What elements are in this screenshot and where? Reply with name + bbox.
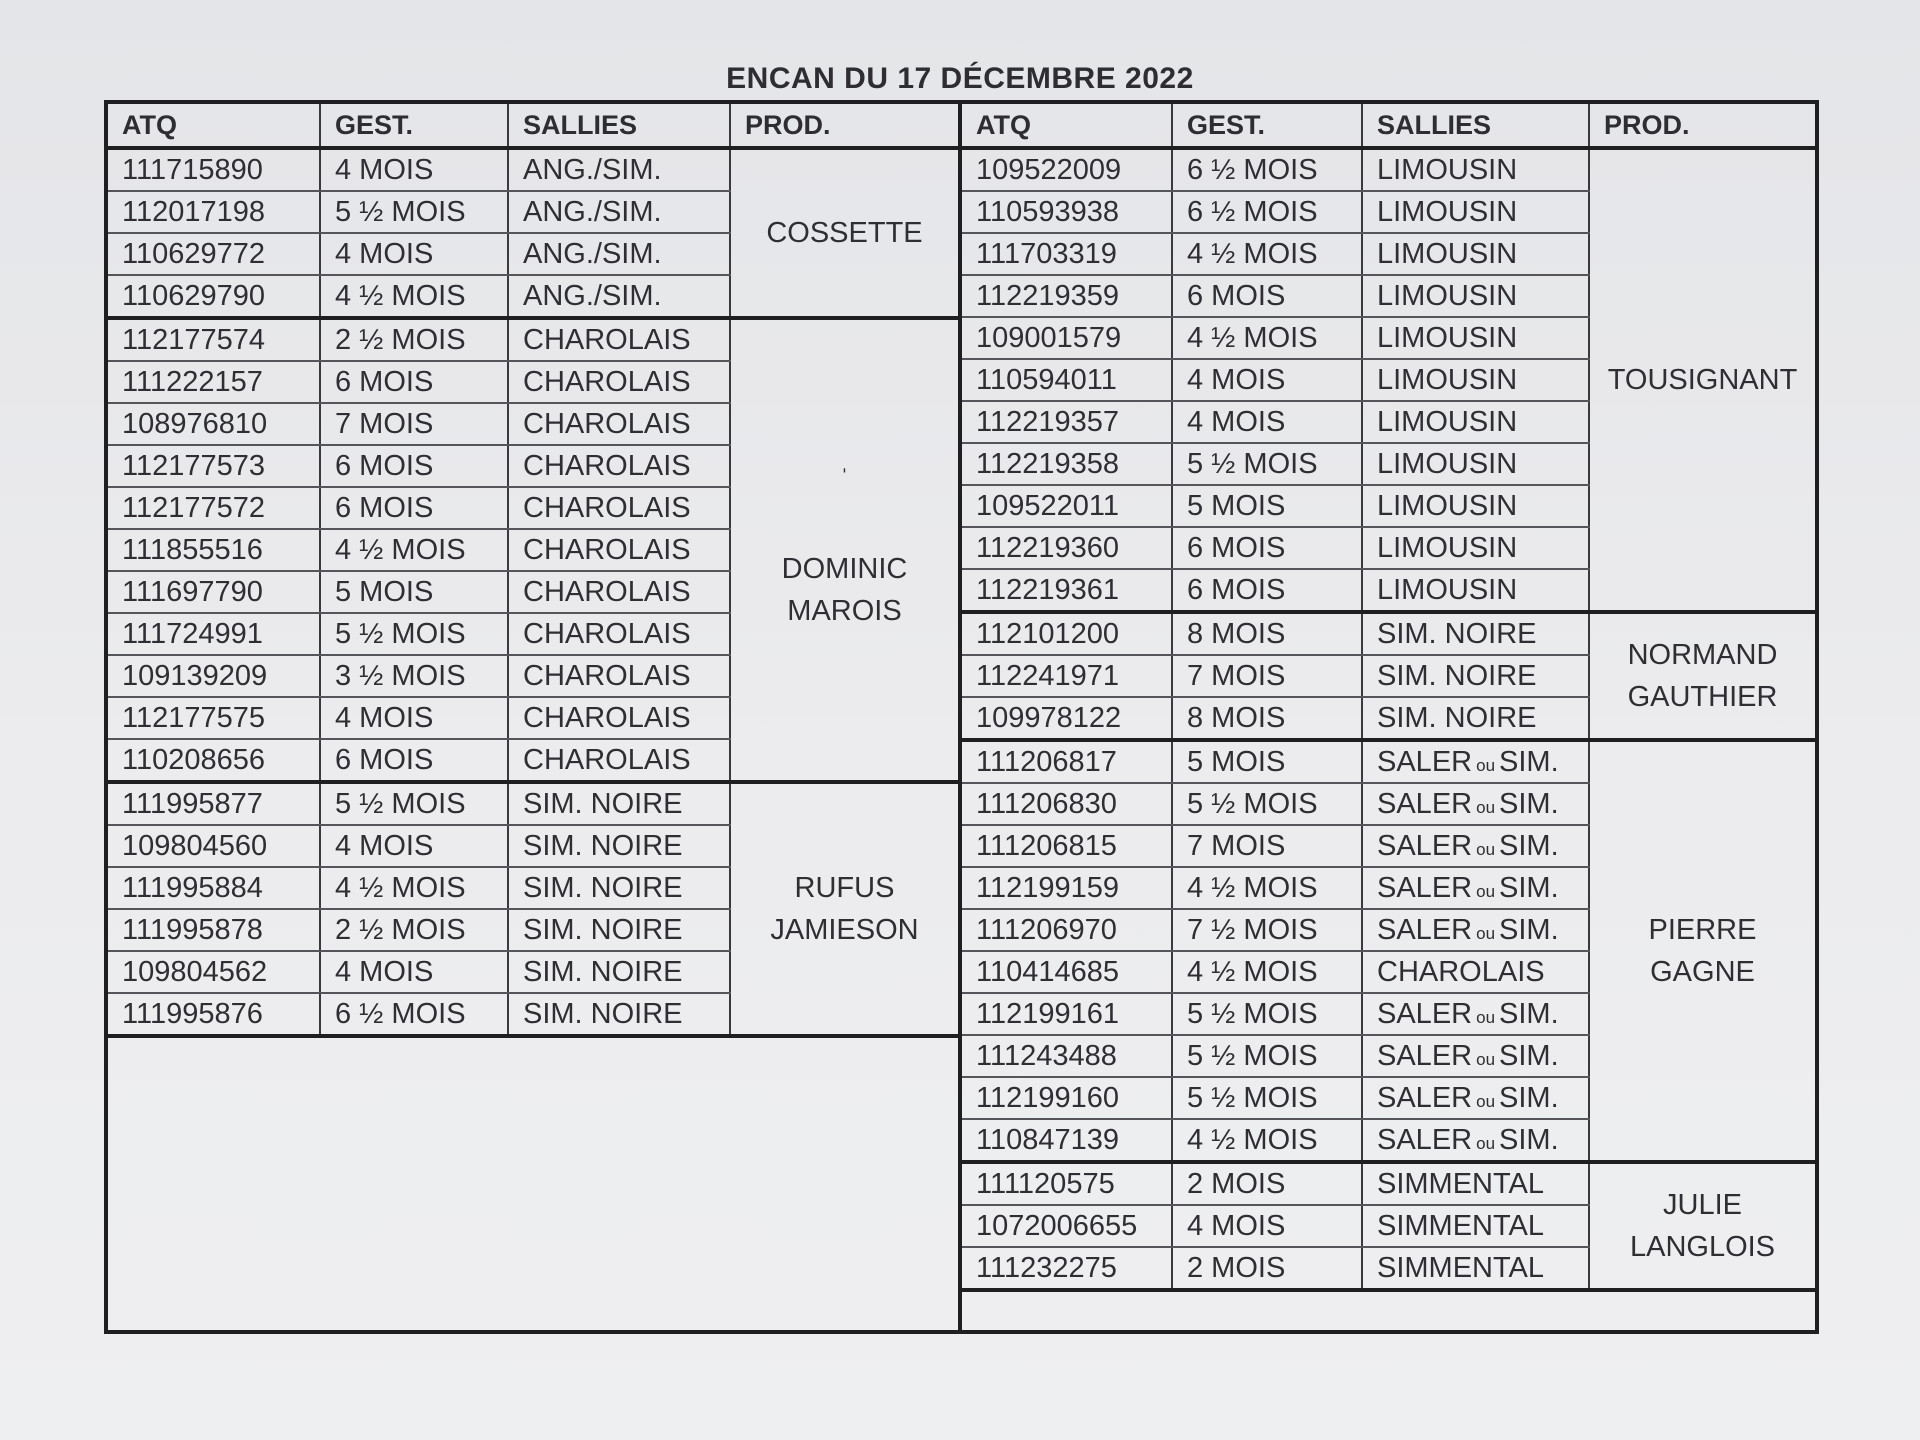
sallies-cell: LIMOUSIN	[1362, 527, 1589, 569]
atq-cell: 110414685	[962, 951, 1172, 993]
atq-cell: 112177574	[108, 318, 320, 361]
gestation-cell: 4 MOIS	[320, 233, 508, 275]
producer-name-line: NORMAND	[1627, 639, 1778, 671]
gestation-cell: 2 MOIS	[1172, 1162, 1362, 1205]
producer-cell	[1589, 740, 1815, 1162]
atq-cell: 111206970	[962, 909, 1172, 951]
sallies-cell: ANG./SIM.	[508, 148, 730, 191]
atq-cell: 110208656	[108, 739, 320, 782]
sallies-cell: CHAROLAIS	[508, 739, 730, 782]
atq-cell: 108976810	[108, 403, 320, 445]
sallies-cell: SALER ou SIM.	[1362, 825, 1589, 867]
sallies-cell: SIMMENTAL	[1362, 1205, 1589, 1247]
gestation-cell: 5 ½ MOIS	[1172, 783, 1362, 825]
atq-cell: 111232275	[962, 1247, 1172, 1290]
gestation-cell: 5 MOIS	[1172, 485, 1362, 527]
gestation-cell: 4 MOIS	[1172, 359, 1362, 401]
atq-cell: 111206830	[962, 783, 1172, 825]
atq-cell: 109522011	[962, 485, 1172, 527]
atq-cell: 111995876	[108, 993, 320, 1036]
gestation-cell: 4 ½ MOIS	[320, 867, 508, 909]
gestation-cell: 6 MOIS	[320, 739, 508, 782]
atq-cell: 109804562	[108, 951, 320, 993]
header-prod: PROD.	[730, 104, 958, 148]
atq-cell: 111715890	[108, 148, 320, 191]
sallies-cell: CHAROLAIS	[508, 403, 730, 445]
gestation-cell: 2 MOIS	[1172, 1247, 1362, 1290]
sallies-cell: LIMOUSIN	[1362, 569, 1589, 612]
gestation-cell: 6 MOIS	[1172, 275, 1362, 317]
atq-cell: 109978122	[962, 697, 1172, 740]
gestation-cell: 7 MOIS	[320, 403, 508, 445]
gestation-cell: 7 MOIS	[1172, 825, 1362, 867]
sallies-cell: SIM. NOIRE	[1362, 612, 1589, 655]
gestation-cell: 6 MOIS	[320, 361, 508, 403]
right-header-row	[962, 104, 1815, 148]
gestation-cell: 4 MOIS	[320, 148, 508, 191]
producer-cell	[730, 782, 958, 1036]
atq-cell: 112101200	[962, 612, 1172, 655]
left-table-section	[108, 104, 958, 1038]
sallies-cell: LIMOUSIN	[1362, 485, 1589, 527]
gestation-cell: 7 ½ MOIS	[1172, 909, 1362, 951]
gestation-cell: 5 ½ MOIS	[1172, 1077, 1362, 1119]
producer-name-line: GAUTHIER	[1627, 681, 1778, 713]
atq-cell: 110594011	[962, 359, 1172, 401]
producer-name-line: MAROIS	[787, 595, 902, 627]
sallies-cell: CHAROLAIS	[508, 613, 730, 655]
gestation-cell: 6 ½ MOIS	[320, 993, 508, 1036]
atq-cell: 111206817	[962, 740, 1172, 783]
producer-name-line: TOUSIGNANT	[1607, 364, 1798, 396]
gestation-cell: 5 ½ MOIS	[320, 191, 508, 233]
producer-name-line: JAMIESON	[770, 914, 919, 946]
table-row	[108, 318, 958, 361]
sallies-cell: ANG./SIM.	[508, 275, 730, 318]
atq-cell: 111855516	[108, 529, 320, 571]
gestation-cell: 4 MOIS	[1172, 401, 1362, 443]
sallies-cell: SALER ou SIM.	[1362, 1077, 1589, 1119]
gestation-cell: 7 MOIS	[1172, 655, 1362, 697]
gestation-cell: 6 ½ MOIS	[1172, 148, 1362, 191]
producer-cell	[730, 148, 958, 318]
atq-cell: 111703319	[962, 233, 1172, 275]
atq-cell: 111206815	[962, 825, 1172, 867]
atq-cell: 111222157	[108, 361, 320, 403]
atq-cell: 109139209	[108, 655, 320, 697]
atq-cell: 1072006655	[962, 1205, 1172, 1247]
atq-cell: 111697790	[108, 571, 320, 613]
sallies-cell: CHAROLAIS	[508, 318, 730, 361]
sallies-cell: CHAROLAIS	[508, 487, 730, 529]
gestation-cell: 4 ½ MOIS	[320, 275, 508, 318]
right-table	[962, 104, 1815, 1292]
sallies-cell: SALER ou SIM.	[1362, 783, 1589, 825]
sallies-cell: SIM. NOIRE	[1362, 697, 1589, 740]
table-row	[962, 612, 1815, 655]
gestation-cell: 4 ½ MOIS	[1172, 951, 1362, 993]
gestation-cell: 6 MOIS	[1172, 527, 1362, 569]
header-sallies: SALLIES	[1362, 104, 1589, 148]
gestation-cell: 6 MOIS	[320, 487, 508, 529]
header-atq: ATQ	[962, 104, 1172, 148]
header-gest: GEST.	[1172, 104, 1362, 148]
page-title: ENCAN DU 17 DÉCEMBRE 2022	[726, 62, 1194, 95]
sallies-cell: SIM. NOIRE	[508, 993, 730, 1036]
sallies-cell: LIMOUSIN	[1362, 443, 1589, 485]
auction-table-frame	[104, 100, 1819, 1334]
atq-cell: 111120575	[962, 1162, 1172, 1205]
sallies-cell: CHAROLAIS	[508, 361, 730, 403]
producer-name-line: RUFUS	[794, 872, 895, 904]
sallies-cell: CHAROLAIS	[508, 529, 730, 571]
left-table	[108, 104, 958, 1038]
sallies-cell: SIM. NOIRE	[508, 867, 730, 909]
atq-cell: 112199160	[962, 1077, 1172, 1119]
atq-cell: 110629790	[108, 275, 320, 318]
atq-cell: 112219357	[962, 401, 1172, 443]
gestation-cell: 8 MOIS	[1172, 612, 1362, 655]
atq-cell: 112219360	[962, 527, 1172, 569]
sallies-cell: LIMOUSIN	[1362, 401, 1589, 443]
producer-name-line: LANGLOIS	[1629, 1231, 1776, 1263]
atq-cell: 109804560	[108, 825, 320, 867]
atq-cell: 110629772	[108, 233, 320, 275]
atq-cell: 111995877	[108, 782, 320, 825]
gestation-cell: 2 ½ MOIS	[320, 909, 508, 951]
gestation-cell: 5 ½ MOIS	[320, 782, 508, 825]
gestation-cell: 4 MOIS	[320, 951, 508, 993]
atq-cell: 111995878	[108, 909, 320, 951]
pen-mark: ˈ	[840, 463, 849, 493]
table-row	[962, 740, 1815, 783]
atq-cell: 112017198	[108, 191, 320, 233]
sallies-cell: SIMMENTAL	[1362, 1162, 1589, 1205]
atq-cell: 111724991	[108, 613, 320, 655]
table-row	[108, 782, 958, 825]
gestation-cell: 4 MOIS	[320, 697, 508, 739]
header-sallies: SALLIES	[508, 104, 730, 148]
sallies-cell: LIMOUSIN	[1362, 148, 1589, 191]
gestation-cell: 6 MOIS	[1172, 569, 1362, 612]
producer-cell	[730, 318, 958, 782]
sallies-cell: SALER ou SIM.	[1362, 1035, 1589, 1077]
producer-cell	[1589, 148, 1815, 612]
gestation-cell: 4 ½ MOIS	[320, 529, 508, 571]
header-gest: GEST.	[320, 104, 508, 148]
right-table-section	[958, 104, 1815, 1330]
sallies-cell: CHAROLAIS	[1362, 951, 1589, 993]
gestation-cell: 4 ½ MOIS	[1172, 867, 1362, 909]
atq-cell: 112177573	[108, 445, 320, 487]
atq-cell: 112199159	[962, 867, 1172, 909]
sallies-cell: CHAROLAIS	[508, 571, 730, 613]
atq-cell: 112177572	[108, 487, 320, 529]
atq-cell: 109522009	[962, 148, 1172, 191]
atq-cell: 109001579	[962, 317, 1172, 359]
producer-name-line: PIERRE	[1648, 914, 1757, 946]
gestation-cell: 2 ½ MOIS	[320, 318, 508, 361]
sallies-cell: SALER ou SIM.	[1362, 740, 1589, 783]
sallies-cell: CHAROLAIS	[508, 445, 730, 487]
sallies-cell: SALER ou SIM.	[1362, 867, 1589, 909]
producer-name-line: GAGNE	[1650, 956, 1755, 988]
sallies-cell: ANG./SIM.	[508, 233, 730, 275]
gestation-cell: 5 MOIS	[1172, 740, 1362, 783]
sallies-cell: SIM. NOIRE	[508, 951, 730, 993]
producer-name-line: JULIE	[1663, 1189, 1742, 1221]
atq-cell: 112177575	[108, 697, 320, 739]
gestation-cell: 4 ½ MOIS	[1172, 233, 1362, 275]
sallies-cell: CHAROLAIS	[508, 655, 730, 697]
sallies-cell: LIMOUSIN	[1362, 191, 1589, 233]
atq-cell: 112199161	[962, 993, 1172, 1035]
sallies-cell: SIM. NOIRE	[1362, 655, 1589, 697]
sallies-cell: CHAROLAIS	[508, 697, 730, 739]
atq-cell: 112219361	[962, 569, 1172, 612]
table-row	[962, 148, 1815, 191]
gestation-cell: 5 ½ MOIS	[1172, 443, 1362, 485]
gestation-cell: 5 ½ MOIS	[1172, 993, 1362, 1035]
sallies-cell: SALER ou SIM.	[1362, 1119, 1589, 1162]
gestation-cell: 4 MOIS	[1172, 1205, 1362, 1247]
atq-cell: 110847139	[962, 1119, 1172, 1162]
header-atq: ATQ	[108, 104, 320, 148]
gestation-cell: 3 ½ MOIS	[320, 655, 508, 697]
gestation-cell: 6 ½ MOIS	[1172, 191, 1362, 233]
gestation-cell: 5 ½ MOIS	[1172, 1035, 1362, 1077]
atq-cell: 110593938	[962, 191, 1172, 233]
atq-cell: 112241971	[962, 655, 1172, 697]
sallies-cell: LIMOUSIN	[1362, 317, 1589, 359]
sallies-cell: SIM. NOIRE	[508, 909, 730, 951]
sallies-cell: SIM. NOIRE	[508, 782, 730, 825]
atq-cell: 111243488	[962, 1035, 1172, 1077]
sallies-cell: LIMOUSIN	[1362, 275, 1589, 317]
atq-cell: 112219358	[962, 443, 1172, 485]
atq-cell: 112219359	[962, 275, 1172, 317]
sallies-cell: SALER ou SIM.	[1362, 993, 1589, 1035]
sallies-cell: LIMOUSIN	[1362, 359, 1589, 401]
gestation-cell: 5 MOIS	[320, 571, 508, 613]
atq-cell: 111995884	[108, 867, 320, 909]
header-prod: PROD.	[1589, 104, 1815, 148]
producer-name-line: COSSETTE	[766, 217, 923, 249]
left-header-row	[108, 104, 958, 148]
gestation-cell: 8 MOIS	[1172, 697, 1362, 740]
sallies-cell: LIMOUSIN	[1362, 233, 1589, 275]
sallies-cell: SIM. NOIRE	[508, 825, 730, 867]
producer-cell	[1589, 1162, 1815, 1290]
producer-name-line: DOMINIC	[781, 553, 908, 585]
gestation-cell: 6 MOIS	[320, 445, 508, 487]
sallies-cell: SIMMENTAL	[1362, 1247, 1589, 1290]
gestation-cell: 4 ½ MOIS	[1172, 317, 1362, 359]
table-row	[962, 1162, 1815, 1205]
gestation-cell: 5 ½ MOIS	[320, 613, 508, 655]
gestation-cell: 4 ½ MOIS	[1172, 1119, 1362, 1162]
sallies-cell: SALER ou SIM.	[1362, 909, 1589, 951]
sallies-cell: ANG./SIM.	[508, 191, 730, 233]
table-row	[108, 148, 958, 191]
producer-cell	[1589, 612, 1815, 740]
gestation-cell: 4 MOIS	[320, 825, 508, 867]
